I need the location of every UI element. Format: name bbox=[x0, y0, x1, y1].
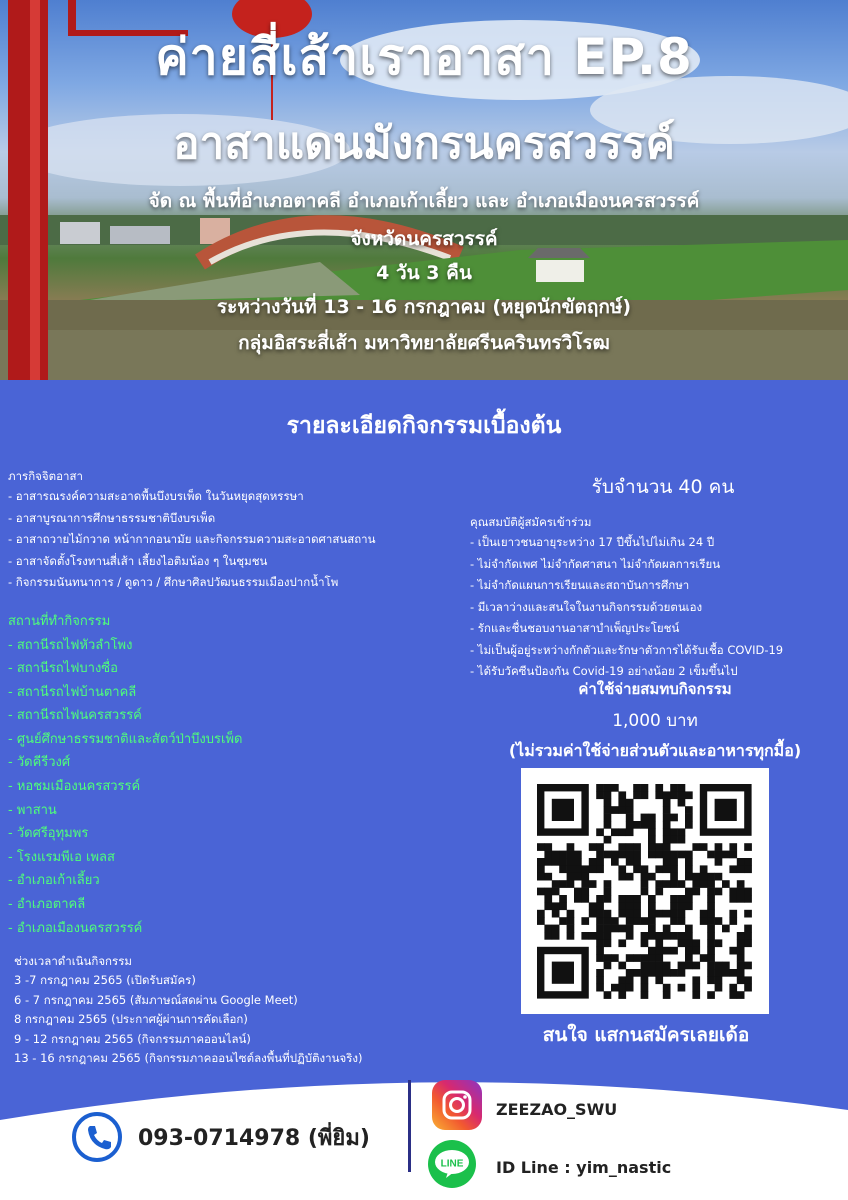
qr-code[interactable] bbox=[521, 768, 769, 1014]
schedule-item: 9 - 12 กรกฎาคม 2565 (กิจกรรมภาคออนไลน์) bbox=[14, 1031, 251, 1046]
hero-banner bbox=[0, 0, 848, 380]
qr-code-image bbox=[521, 768, 769, 1014]
qualification-item: - ไม่เป็นผู้อยู่ระหว่างกักตัวและรักษาตัวการได้รับเชื้อ COVID-19 bbox=[470, 642, 784, 657]
hero-province: จังหวัดนครสวรรค์ bbox=[350, 228, 498, 250]
schedule-item: 13 - 16 กรกฎาคม 2565 (กิจกรรมภาคออนไซต์ลงพื้นที่ปฏิบัติงานจริง) bbox=[14, 1051, 363, 1066]
qualifications-heading: คุณสมบัติผู้สมัครเข้าร่วม bbox=[470, 515, 592, 529]
cost-note: (ไม่รวมค่าใช้จ่ายส่วนตัวและอาหารทุกมื้อ) bbox=[508, 741, 802, 760]
place-item: - อำเภอตาคลี bbox=[8, 897, 86, 913]
place-item: - โรงแรมพีเอ เพลส bbox=[8, 849, 115, 865]
place-item: - ศูนย์ศึกษาธรรมชาติและสัตว์ป่าบึงบรเพ็ด bbox=[8, 731, 243, 747]
left-column bbox=[8, 466, 468, 1069]
mission-item: - กิจกรรมนันทนาการ / ดูดาว / ศึกษาศิลปวัฒนธรรมเมืองปากน้ำโพ bbox=[8, 575, 339, 589]
hero-title: ค่ายสี่เส้าเราอาสา EP.8 bbox=[155, 28, 693, 86]
places-heading: สถานที่ทำกิจกรรม bbox=[8, 613, 111, 629]
missions-heading: ภารกิจจิตอาสา bbox=[8, 469, 83, 483]
cost-amount: 1,000 บาท bbox=[612, 711, 698, 731]
place-item: - สถานีรถไฟหัวลำโพง bbox=[8, 637, 133, 653]
footer-divider bbox=[408, 1080, 411, 1172]
place-item: - สถานีรถไฟบ้านตาคลี bbox=[8, 684, 137, 700]
cost-block bbox=[470, 676, 840, 766]
footer-background bbox=[0, 1060, 848, 1200]
hero-location: จัด ณ พื้นที่อำเภอตาคลี อำเภอเก้าเลี้ยว และ อำเภอเมืองนครสวรรค์ bbox=[148, 190, 700, 212]
qualification-item: - เป็นเยาวชนอายุระหว่าง 17 ปีขึ้นไปไม่เกิน 24 ปี bbox=[470, 535, 715, 549]
mission-item: - อาสาบูรณาการศึกษาธรรมชาติบึงบรเพ็ด bbox=[8, 510, 216, 525]
qualification-item: - ไม่จำกัดแผนการเรียนและสถาบันการศึกษา bbox=[470, 578, 690, 592]
line-icon-label: LINE bbox=[440, 1158, 464, 1170]
qualification-item: - ไม่จำกัดเพศ ไม่จำกัดศาสนา ไม่จำกัดผลการเรียน bbox=[470, 556, 721, 571]
hero-subtitle: อาสาแดนมังกรนครสวรรค์ bbox=[173, 118, 675, 169]
instagram-handle[interactable]: ZEEZAO_SWU bbox=[496, 1100, 618, 1119]
place-item: - สถานีรถไฟนครสวรรค์ bbox=[8, 708, 142, 724]
place-item: - พาสาน bbox=[8, 802, 57, 818]
qualification-item: - มีเวลาว่างและสนใจในงานกิจกรรมด้วยตนเอง bbox=[470, 599, 703, 614]
line-id[interactable]: ID Line : yim_nastic bbox=[496, 1158, 672, 1177]
mission-item: - อาสารณรงค์ความสะอาดพื้นบึงบรเพ็ด ในวันหยุดสุดหรรษา bbox=[8, 489, 304, 503]
cost-heading: ค่าใช้จ่ายสมทบกิจกรรม bbox=[578, 680, 732, 698]
mission-item: - อาสาถวายไม้กวาด หน้ากากอนามัย และกิจกรรมความสะอาดศาสนสถาน bbox=[8, 532, 376, 546]
hero-organizer: กลุ่มอิสระสี่เส้า มหาวิทยาลัยศรีนครินทรวิโรฒ bbox=[238, 332, 610, 354]
phone-icon[interactable] bbox=[72, 1112, 122, 1162]
line-icon[interactable] bbox=[428, 1140, 476, 1188]
capacity-text: รับจำนวน 40 คน bbox=[591, 476, 735, 498]
hero-duration: 4 วัน 3 คืน bbox=[376, 262, 472, 284]
section-title: รายละเอียดกิจกรรมเบื้องต้น bbox=[286, 413, 562, 439]
qualification-item: - ได้รับวัคซีนป้องกัน Covid-19 อย่างน้อย 2 เข็มขึ้นไป bbox=[470, 664, 738, 678]
place-item: - สถานีรถไฟบางซื่อ bbox=[8, 661, 118, 677]
qualification-item: - รักและชื่นชอบงานอาสาบำเพ็ญประโยชน์ bbox=[470, 621, 680, 635]
schedule-item: 8 กรกฎาคม 2565 (ประกาศผู้ผ่านการคัดเลือก) bbox=[14, 1012, 248, 1027]
place-item: - อำเภอเก้าเลี้ยว bbox=[8, 873, 100, 889]
place-item: - อำเภอเมืองนครสวรรค์ bbox=[8, 920, 143, 936]
schedule-item: 3 -7 กรกฎาคม 2565 (เปิดรับสมัคร) bbox=[14, 973, 196, 988]
place-item: - วัดศรีอุทุมพร bbox=[8, 826, 89, 842]
instagram-icon[interactable] bbox=[432, 1080, 482, 1130]
right-column bbox=[470, 512, 845, 683]
place-item: - วัดคีรีวงศ์ bbox=[8, 755, 71, 771]
place-item: - หอชมเมืองนครสวรรค์ bbox=[8, 779, 141, 795]
hero-dates: ระหว่างวันที่ 13 - 16 กรกฎาคม (หยุดนักขัตฤกษ์) bbox=[216, 296, 632, 318]
mission-item: - อาสาจัดตั้งโรงทานสี่เส้า เลี้ยงไอติมน้อง ๆ ในชุมชน bbox=[8, 553, 268, 568]
schedule-item: 6 - 7 กรกฎาคม 2565 (สัมภาษณ์สดผ่าน Google Meet) bbox=[14, 992, 298, 1007]
qr-caption: สนใจ แสกนสมัครเลยเด้อ bbox=[542, 1024, 750, 1046]
schedule-heading: ช่วงเวลาดำเนินกิจกรรม bbox=[14, 954, 132, 969]
phone-number[interactable]: 093-0714978 (พี่ยิม) bbox=[138, 1126, 370, 1151]
